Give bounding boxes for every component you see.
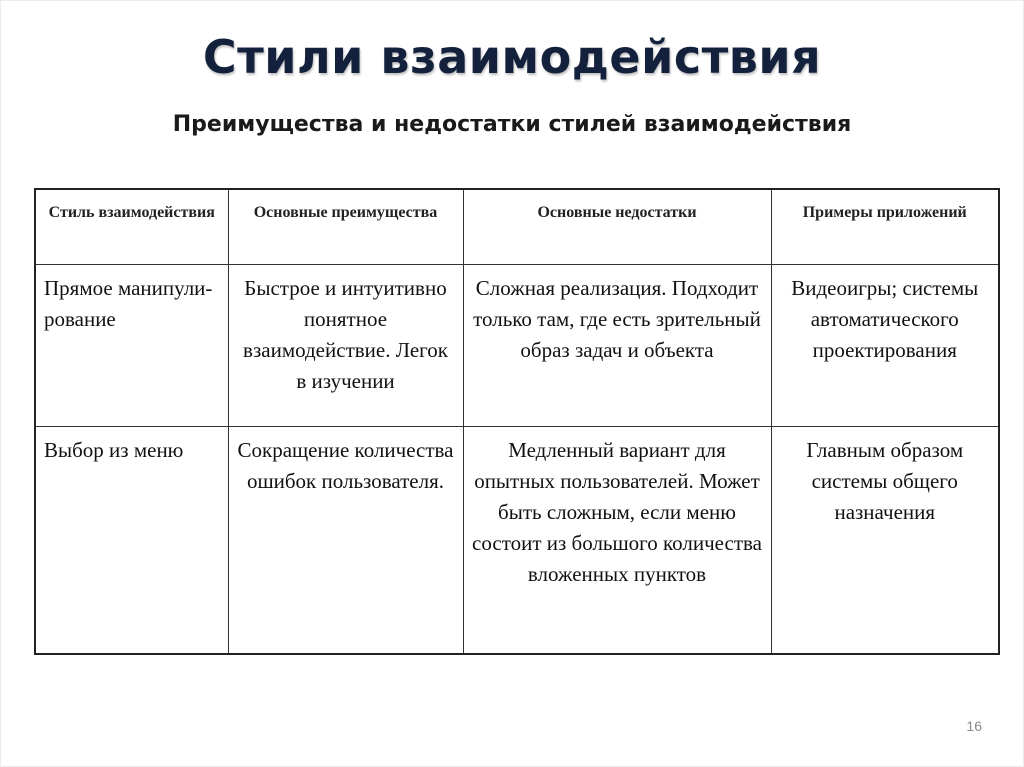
table-header-row — [35, 189, 999, 265]
cell-examples: Главным образом системы общего назначения — [771, 427, 999, 655]
header-examples: Примеры приложений — [771, 189, 999, 265]
header-style: Стиль взаимодействия — [35, 189, 228, 265]
cell-advantages: Сокращение количества ошибок пользователя. — [228, 427, 463, 655]
cell-style: Выбор из меню — [35, 427, 228, 655]
cell-disadvantages: Сложная реализация. Подходит только там, где есть зрительный образ задач и объекта — [463, 265, 771, 427]
slide-title: Стили взаимодействия — [202, 30, 822, 84]
cell-examples: Видеоигры; системы автоматического проектирования — [771, 265, 999, 427]
table-row — [35, 265, 999, 427]
cell-advantages: Быстрое и интуитивно понятное взаимодействие. Легок в изучении — [228, 265, 463, 427]
table-row — [35, 427, 999, 655]
slide-subtitle: Преимущества и недостатки стилей взаимодействия — [172, 112, 852, 137]
comparison-table — [34, 188, 1000, 655]
cell-disadvantages: Медленный вариант для опытных пользователей. Может быть сложным, если меню состоит из большого количества вложенных пунктов — [463, 427, 771, 655]
page-number: 16 — [966, 718, 982, 734]
header-advantages: Основные преимущества — [228, 189, 463, 265]
cell-style: Прямое манипули-рование — [35, 265, 228, 427]
header-disadvantages: Основные недостатки — [463, 189, 771, 265]
